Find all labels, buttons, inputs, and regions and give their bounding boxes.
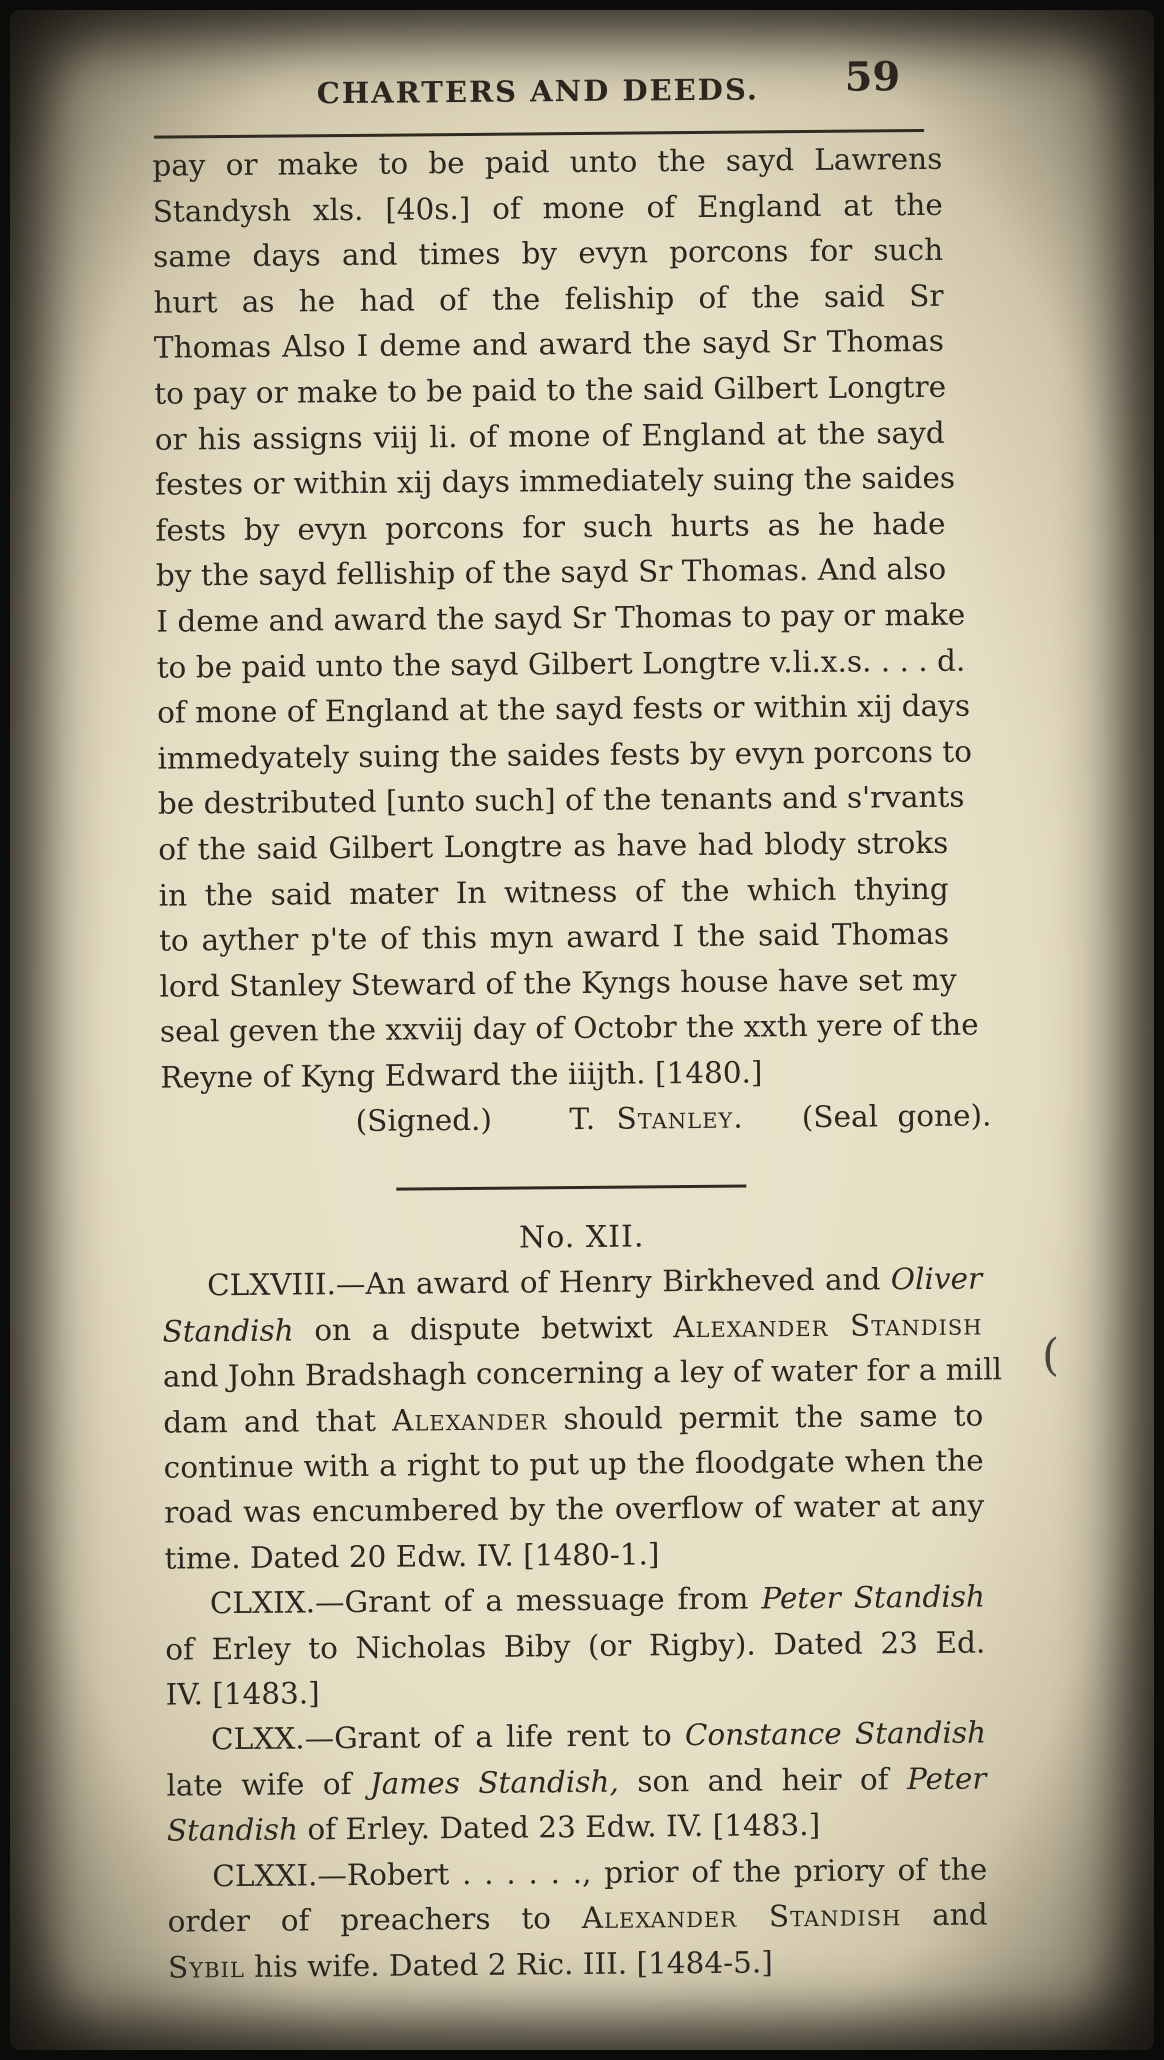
entry-line	[167, 1802, 987, 1855]
entry-line	[168, 1938, 988, 1991]
text-line: to ayther p'te of this myn award I the said Thomas	[158, 916, 950, 958]
page-number: 59	[844, 53, 901, 101]
deed-text	[152, 137, 992, 1147]
entry-line	[166, 1711, 986, 1764]
entry-text: of Erley. Dated 23 Edw. IV. [1483.]	[297, 1808, 821, 1847]
entry-text: CLXX.—Grant of a life rent to	[210, 1718, 686, 1757]
entry-clxx	[166, 1711, 987, 1854]
text-line: to pay or make to be paid to the said Gilbert Longtre	[154, 369, 947, 411]
entry-text: his wife. Dated 2 Ric. III. [1484-5.]	[244, 1944, 773, 1984]
entry-text: and	[901, 1897, 988, 1933]
text-line: Reyne of Kyng Edward the iiijth. [1480.]	[160, 1055, 763, 1095]
entry-text: on a dispute betwixt	[293, 1310, 674, 1348]
person-name: Alexander Standish	[581, 1898, 902, 1936]
entry-line	[166, 1756, 986, 1809]
person-name: Constance Standish	[684, 1715, 987, 1753]
text-line: Standysh xls. [40s.] of mone of England at the	[152, 187, 943, 229]
entry-line	[162, 1302, 982, 1355]
person-name: Peter Standish	[761, 1579, 986, 1616]
entry-line: time. Dated 20 Edw. IV. [1480-1.]	[164, 1537, 660, 1576]
text-line: Thomas Also I deme and award the sayd Sr Thomas	[153, 324, 945, 366]
entry-line: of Erley to Nicholas Biby (or Rigby). Dated 23 Ed.	[165, 1625, 986, 1667]
person-name: Peter	[906, 1761, 987, 1797]
text-line: of the said Gilbert Longtre as have had blody stroks	[158, 825, 949, 867]
entry-line: and John Bradshagh concerning a ley of water for a mill	[162, 1352, 1003, 1394]
seal-note: (Seal gone).	[801, 1098, 992, 1135]
person-name: Standish	[162, 1313, 294, 1349]
entry-text: CLXIX.—Grant of a messuage from	[209, 1581, 762, 1621]
scan-frame	[10, 10, 1154, 2050]
running-head: CHARTERS AND DEEDS.	[316, 72, 760, 111]
text-line: lord Stanley Steward of the Kyngs house have set my	[159, 962, 957, 1004]
text-line: festes or within xij days immediately suing the saides	[154, 460, 956, 502]
person-name: Sybil	[167, 1949, 245, 1985]
entry-line: CLXXI.—Robert . . . . . ., prior of the priory of the	[212, 1852, 988, 1893]
book-page	[151, 46, 1008, 2033]
person-name: Alexander Standish	[672, 1307, 983, 1345]
entry-clxxi	[167, 1847, 988, 1990]
person-name: Oliver	[890, 1261, 983, 1297]
entry-line	[165, 1575, 985, 1628]
signed-label: (Signed.)	[355, 1103, 493, 1139]
section-no-xii	[162, 1212, 1003, 1991]
text-line: or his assigns viij li. of mone of England at the sayd	[154, 415, 945, 457]
entry-clxviii	[162, 1257, 1003, 1582]
text-line: immedyately suing the saides fests by evyn porcons to	[157, 734, 973, 776]
text-line: same days and times by evyn porcons for such	[153, 232, 944, 274]
page-header	[151, 47, 952, 124]
text-line: be destributed [unto such] of the tenants and s'rvants	[157, 779, 965, 821]
entry-text: CLXVIII.—An award of Henry Birkheved and	[206, 1262, 891, 1303]
entry-text: dam and that	[163, 1403, 393, 1440]
text-line: by the sayd felliship of the sayd Sr Thomas. And also	[155, 552, 947, 594]
entry-clxix	[165, 1575, 986, 1718]
entry-text: late wife of	[166, 1766, 371, 1803]
entry-line: continue with a right to put up the floodgate when the	[163, 1443, 984, 1485]
entry-text: should permit the same to	[547, 1398, 984, 1436]
entry-line	[163, 1393, 983, 1446]
text-line: of mone of England at the sayd fests or within xij days	[156, 688, 971, 730]
person-name: Alexander	[391, 1401, 548, 1438]
entry-line	[162, 1257, 982, 1310]
text-line: hurt as he had of the feliship of the said Sr	[153, 278, 944, 320]
section-title: No. XII.	[518, 1219, 645, 1256]
text-line: fests by evyn porcons for such hurts as he hade	[155, 506, 946, 548]
section-divider	[396, 1185, 746, 1191]
text-line: to be paid unto the sayd Gilbert Longtre v.li.x.s. . . . d.	[156, 643, 966, 685]
text-line: pay or make to be paid unto the sayd Lawrens	[152, 141, 943, 183]
entry-text: son and heir of	[618, 1762, 908, 1799]
text-line: in the said mater In witness of the which thying	[158, 871, 949, 913]
margin-pencil-mark: (	[1042, 1330, 1060, 1381]
signature-line	[161, 1094, 992, 1146]
text-line: seal geven the xxviij day of Octobr the xxth yere of the	[159, 1007, 979, 1049]
entry-line: IV. [1483.]	[165, 1676, 320, 1712]
entry-line: road was encumbered by the overflow of water at any	[163, 1488, 985, 1531]
signatory-name: T. Stanley.	[569, 1101, 744, 1137]
text-line: I deme and award the sayd Sr Thomas to pay or make	[156, 597, 966, 639]
entry-text: order of preachers to	[167, 1901, 582, 1939]
entry-line	[167, 1893, 987, 1946]
person-name: Standish	[166, 1812, 299, 1848]
person-name: James Standish,	[369, 1764, 619, 1801]
